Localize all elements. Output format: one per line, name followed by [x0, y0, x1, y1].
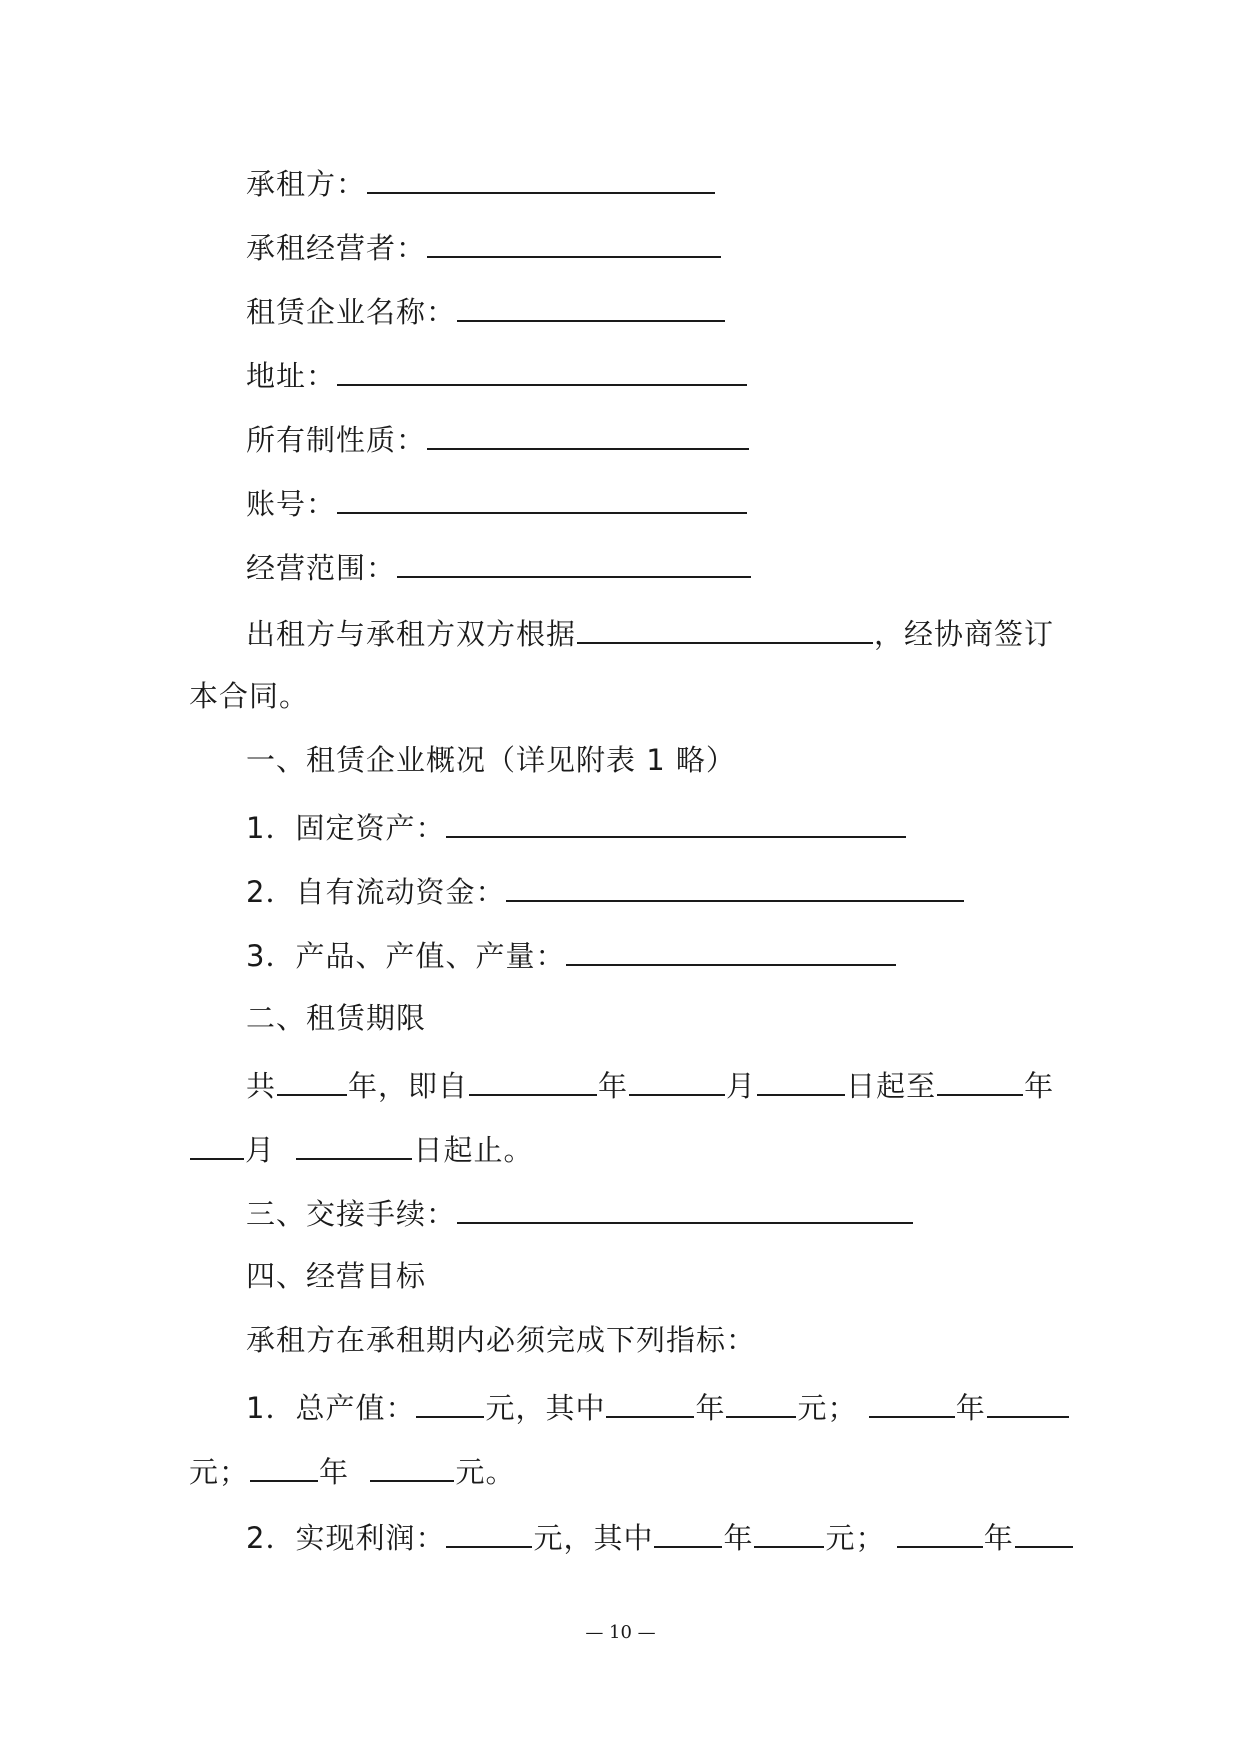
item-label: 2．实现利润： — [246, 1521, 446, 1555]
preamble-text: 出租方与承租方双方根据 — [246, 617, 577, 651]
blank-line[interactable] — [869, 1386, 955, 1418]
section-heading: 三、交接手续： — [246, 1197, 457, 1231]
blank-line[interactable] — [606, 1386, 694, 1418]
blank-line[interactable] — [250, 1450, 318, 1482]
section-4-intro — [246, 1320, 756, 1360]
blank-line[interactable] — [987, 1386, 1069, 1418]
field-lessee — [246, 162, 716, 204]
item-text: 元，其中 — [533, 1521, 654, 1555]
field-scope — [246, 546, 752, 588]
item-text: 元。 — [455, 1455, 516, 1489]
blank-line[interactable] — [427, 226, 721, 258]
section-heading: 一、租赁企业概况（详见附表 1 略） — [246, 743, 736, 777]
item-text: 元，其中 — [485, 1391, 606, 1425]
term-text: 月 — [726, 1069, 757, 1103]
blank-line[interactable] — [577, 612, 873, 644]
item-text: 元； — [797, 1391, 858, 1425]
lease-term-line-2 — [189, 1128, 533, 1170]
blank-line[interactable] — [754, 1516, 824, 1548]
preamble-text: ，经协商签订 — [874, 617, 1055, 651]
page-number: — 10 — — [585, 1622, 656, 1643]
preamble-line-1 — [246, 612, 1054, 654]
field-ownership — [246, 418, 750, 460]
field-label: 账号： — [246, 487, 337, 521]
term-text: 共 — [246, 1069, 277, 1103]
field-operator — [246, 226, 722, 268]
section-heading: 四、经营目标 — [246, 1259, 427, 1293]
preamble-text: 本合同。 — [189, 679, 310, 713]
blank-line[interactable] — [427, 418, 749, 450]
term-text: 年 — [1024, 1069, 1055, 1103]
item-text: 元； — [189, 1455, 250, 1489]
target-gross-output-line-2 — [189, 1450, 515, 1492]
blank-line[interactable] — [337, 482, 747, 514]
field-enterprise-name — [246, 290, 726, 332]
lease-term-line-1 — [246, 1064, 1054, 1106]
item-label: 1．总产值： — [246, 1391, 416, 1425]
field-label: 承租方： — [246, 167, 367, 201]
field-label: 承租经营者： — [246, 231, 427, 265]
section-1-item-2 — [246, 870, 965, 912]
field-label: 租赁企业名称： — [246, 295, 457, 329]
blank-line[interactable] — [726, 1386, 796, 1418]
blank-line[interactable] — [296, 1128, 412, 1160]
item-label: 2．自有流动资金： — [246, 875, 506, 909]
blank-line[interactable] — [416, 1386, 484, 1418]
blank-line[interactable] — [897, 1516, 983, 1548]
field-label: 所有制性质： — [246, 423, 427, 457]
blank-line[interactable] — [446, 1516, 532, 1548]
field-account — [246, 482, 748, 524]
field-label: 地址： — [246, 359, 337, 393]
blank-line[interactable] — [370, 1450, 454, 1482]
field-label: 经营范围： — [246, 551, 397, 585]
blank-line[interactable] — [1015, 1516, 1073, 1548]
blank-line[interactable] — [566, 934, 896, 966]
preamble-line-2 — [189, 676, 309, 716]
item-text: 年 — [955, 1391, 986, 1425]
field-address — [246, 354, 748, 396]
item-label: 1．固定资产： — [246, 811, 446, 845]
blank-line[interactable] — [457, 1192, 913, 1224]
section-1-title — [246, 740, 736, 780]
blank-line[interactable] — [469, 1064, 597, 1096]
term-text: 年，即自 — [348, 1069, 469, 1103]
blank-line[interactable] — [337, 354, 747, 386]
section-4-title — [246, 1256, 426, 1296]
term-text: 日起至 — [846, 1069, 937, 1103]
blank-line[interactable] — [937, 1064, 1023, 1096]
blank-line[interactable] — [190, 1128, 244, 1160]
blank-line[interactable] — [397, 546, 751, 578]
blank-line[interactable] — [367, 162, 715, 194]
blank-line[interactable] — [457, 290, 725, 322]
target-gross-output-line-1 — [246, 1386, 1070, 1428]
section-3-title — [246, 1192, 914, 1234]
blank-line[interactable] — [654, 1516, 722, 1548]
blank-line[interactable] — [277, 1064, 347, 1096]
intro-text: 承租方在承租期内必须完成下列指标： — [246, 1323, 757, 1357]
blank-line[interactable] — [506, 870, 964, 902]
term-text: 月 — [245, 1133, 276, 1167]
blank-line[interactable] — [757, 1064, 845, 1096]
item-text: 元； — [825, 1521, 886, 1555]
item-text: 年 — [695, 1391, 726, 1425]
target-profit-line-1 — [246, 1516, 1074, 1558]
blank-line[interactable] — [446, 806, 906, 838]
term-text: 年 — [598, 1069, 629, 1103]
item-label: 3．产品、产值、产量： — [246, 939, 566, 973]
item-text: 年 — [319, 1455, 350, 1489]
blank-line[interactable] — [629, 1064, 725, 1096]
item-text: 年 — [983, 1521, 1014, 1555]
section-2-title — [246, 998, 426, 1038]
section-heading: 二、租赁期限 — [246, 1001, 427, 1035]
item-text: 年 — [723, 1521, 754, 1555]
section-1-item-3 — [246, 934, 897, 976]
term-text: 日起止。 — [413, 1133, 534, 1167]
section-1-item-1 — [246, 806, 907, 848]
